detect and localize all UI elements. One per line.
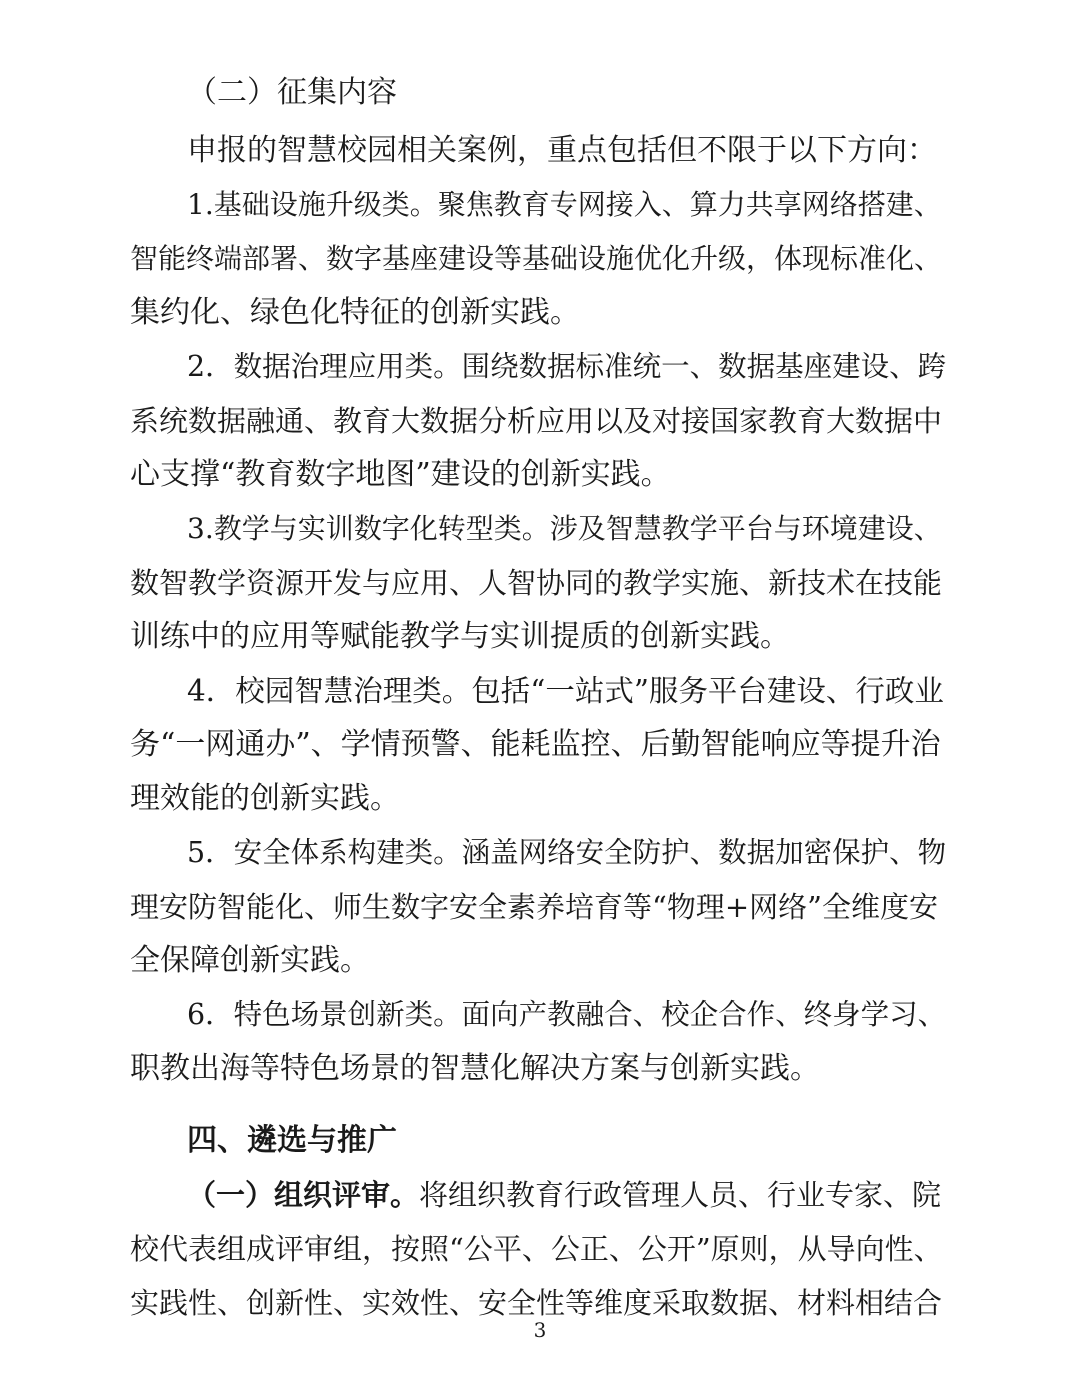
review-paragraph-line-2: 校代表组成评审组，按照“公平、公正、公开”原则，从导向性、 (130, 1232, 943, 1266)
item-3-line-3: 训练中的应用等赋能教学与实训提质的创新实践。 (130, 619, 790, 654)
review-paragraph-line-3: 实践性、创新性、实效性、安全性等维度采取数据、材料相结合 (130, 1286, 943, 1320)
intro-paragraph: 申报的智慧校园相关案例，重点包括但不限于以下方向： (187, 133, 937, 168)
item-6-line-1: 6．特色场景创新类。面向产教融合、校企合作、终身学习、 (187, 998, 947, 1031)
item-3-line-1: 3.教学与实训数字化转型类。涉及智慧教学平台与环境建设、 (187, 512, 942, 545)
item-1-line-2: 智能终端部署、数字基座建设等基础设施优化升级，体现标准化、 (130, 242, 943, 275)
review-lead: （一）组织评审。 (187, 1178, 420, 1212)
item-1-line-1: 1.基础设施升级类。聚焦教育专网接入、算力共享网络搭建、 (187, 188, 942, 221)
item-5-line-2: 理安防智能化、师生数字安全素养培育等“物理+网络”全维度安 (130, 890, 938, 924)
item-4-line-1: 4．校园智慧治理类。包括“一站式”服务平台建设、行政业 (187, 674, 944, 708)
item-4-line-2: 务“一网通办”、学情预警、能耗监控、后勤智能响应等提升治 (130, 727, 941, 762)
item-4-line-3: 理效能的创新实践。 (130, 781, 400, 816)
item-2-line-1: 2．数据治理应用类。围绕数据标准统一、数据基座建设、跨 (187, 350, 947, 383)
review-paragraph-line-1 (187, 1175, 950, 1215)
item-3-line-2: 数智教学资源开发与应用、人智协同的教学实施、新技术在技能 (130, 566, 943, 600)
page-number: 3 (533, 1318, 547, 1342)
review-line-1-text: 将组织教育行政管理人员、行业专家、院 (419, 1178, 942, 1212)
item-2-line-2: 系统数据融通、教育大数据分析应用以及对接国家教育大数据中 (130, 404, 943, 438)
item-2-line-3: 心支撑“教育数字地图”建设的创新实践。 (130, 457, 671, 492)
item-5-line-3: 全保障创新实践。 (130, 943, 370, 978)
section-heading-selection-promotion: 四、遴选与推广 (187, 1123, 397, 1158)
item-1-line-3: 集约化、绿色化特征的创新实践。 (130, 295, 580, 330)
item-6-line-2: 职教出海等特色场景的智慧化解决方案与创新实践。 (130, 1051, 820, 1086)
item-5-line-1: 5．安全体系构建类。涵盖网络安全防护、数据加密保护、物 (187, 836, 947, 869)
section-heading-collection-content: （二）征集内容 (187, 75, 397, 110)
